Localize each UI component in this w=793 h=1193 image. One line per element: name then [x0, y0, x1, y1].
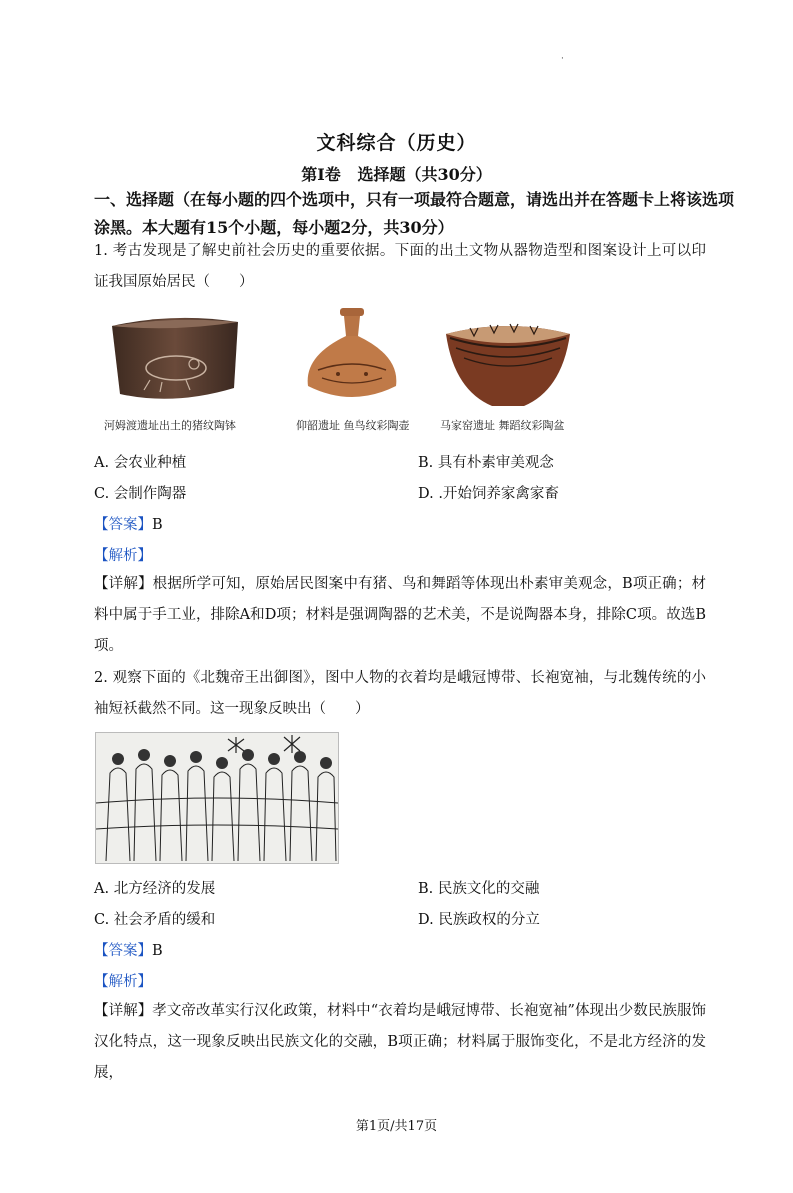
question-2-option-c[interactable]: C. 社会矛盾的缓和 [94, 912, 216, 928]
detail-text: 根据所学可知，原始居民图案中有猪、鸟和舞蹈等体现出朴素审美观念，B项正确；材料中属于手工业，排除A和D项；材料是强调陶器的艺术美，不是说陶器本身，排除C项。故选B项。 [94, 576, 707, 654]
dance-pattern-painted-pottery-basin-image [440, 318, 576, 412]
question-1-analysis-label [94, 544, 152, 565]
image-caption: 河姆渡遗址出土的猪纹陶钵 [104, 419, 236, 432]
detail-label: 【详解】 [94, 576, 153, 592]
answer-value: B [152, 517, 163, 533]
question-2-option-b[interactable]: B. 民族文化的交融 [418, 881, 540, 897]
question-2-option-a[interactable]: A. 北方经济的发展 [94, 881, 216, 897]
northern-wei-emperor-procession-image [95, 732, 339, 864]
answer-label: 【答案】 [94, 517, 152, 533]
question-2-stem: 2. 观察下面的《北魏帝王出御图》，图中人物的衣着均是峨冠博带、长袍宽袖，与北魏传统的小袖短袄截然不同。这一现象反映出（ ） [94, 670, 706, 717]
fish-bird-painted-pottery-pot-image [298, 304, 406, 412]
question-2-analysis-label [94, 970, 152, 991]
detail-text: 孝文帝改革实行汉化政策，材料中“衣着均是峨冠博带、长袍宽袖”体现出少数民族服饰汉化特点，这一现象反映出民族文化的交融，B项正确；材料属于服饰变化，不是北方经济的发展， [94, 1003, 707, 1081]
question-2-option-d[interactable]: D. 民族政权的分立 [418, 912, 540, 928]
detail-label: 【详解】 [94, 1003, 153, 1019]
answer-value: B [152, 943, 163, 959]
analysis-label: 【解析】 [94, 548, 152, 564]
image-caption: 仰韶遗址 鱼鸟纹彩陶壶 [296, 419, 410, 432]
question-1-option-a[interactable]: A. 会农业种植 [94, 455, 187, 471]
pig-pattern-pottery-bowl-image [104, 308, 244, 412]
page-subtitle: 第Ⅰ卷 选择题（共30分） [301, 165, 492, 184]
page-title: 文科综合（历史） [316, 132, 477, 154]
question-1-answer [94, 513, 163, 534]
question-2-detail [94, 996, 706, 1089]
question-2-answer [94, 939, 163, 960]
question-1-detail [94, 569, 706, 662]
analysis-label: 【解析】 [94, 974, 152, 990]
question-1-stem: 1. 考古发现是了解史前社会历史的重要依据。下面的出土文物从器物造型和图案设计上可以印证我国原始居民（ ） [94, 243, 706, 290]
page-footer: 第1页/共17页 [355, 1119, 438, 1134]
answer-label: 【答案】 [94, 943, 152, 959]
section-heading: 一、选择题（在每小题的四个选项中，只有一项最符合题意，请选出并在答题卡上将该选项涂黑。本大题有15个小题，每小题2分，共30分） [94, 190, 735, 237]
question-1-option-d[interactable]: D. .开始饲养家禽家畜 [418, 486, 559, 502]
question-1-option-c[interactable]: C. 会制作陶器 [94, 486, 187, 502]
question-1-option-b[interactable]: B. 具有朴素审美观念 [418, 455, 554, 471]
header-mark: · [561, 54, 564, 64]
image-caption: 马家窑遗址 舞蹈纹彩陶盆 [440, 419, 565, 432]
